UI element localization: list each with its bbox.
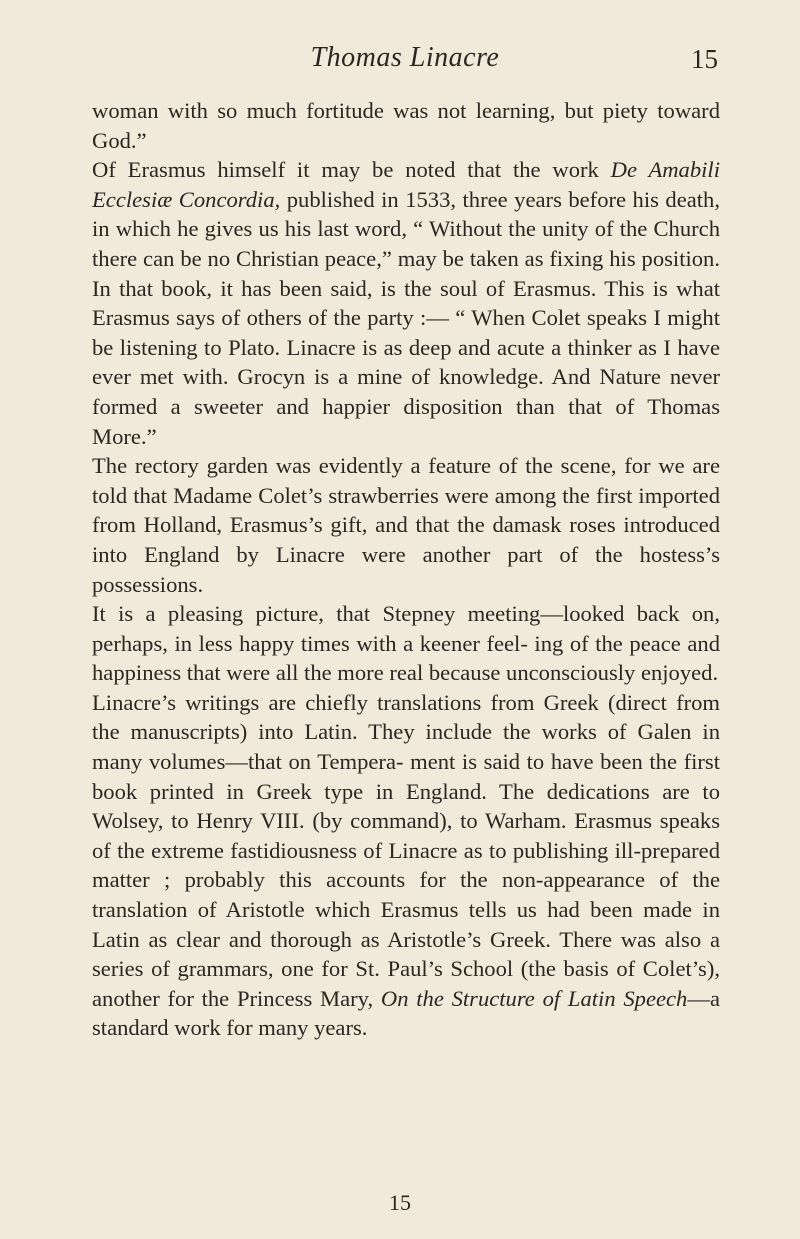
paragraph-5-lead: Linacre’s writings are chiefly translations from Greek (direct from the manuscripts) into Latin. They include the works of Galen in many volumes—that on Tempera- ment is said to have been the first book printed in Greek type in England. The dedications are to Wolsey, to Henry VIII. (by command), to Warham. Erasmus speaks of the extreme fastidiousness of Linacre as to publishing ill-prepared matter ; probably this accounts for the non-appearance of the translation of Aristotle which Erasmus tells us had been made in Latin as clear and thorough as Aristotle’s Greek. There was also a series of grammars, one for St. Paul’s School (the basis of Colet’s), another for the Princess Mary, <box>92 689 720 1011</box>
body-text <box>92 96 720 1043</box>
paragraph-5-rest: —a standard work for many years. <box>92 985 720 1041</box>
paragraph-1: woman with so much fortitude was not learning, but piety toward God.” <box>92 98 720 153</box>
paragraph-2-rest: published in 1533, three years before his death, in which he gives us his last word, “ Without the unity of the Church there can be no Christian peace,” may be taken as fixing his position. In that book, it has been said, is the soul of Erasmus. This is what Erasmus says of others of the party :— “ When Colet speaks I might be listening to Plato. Linacre is as deep and acute a thinker as I have ever met with. Grocyn is a mine of knowledge. And Nature never formed a sweeter and happier disposition than that of Thomas More.” <box>92 186 720 449</box>
paragraph-4: It is a pleasing picture, that Stepney meeting—looked back on, perhaps, in less happy times with a keener feel- ing of the peace and happiness that were all the more real because unconsciously enjoyed. <box>92 601 720 686</box>
paragraph-2 <box>92 155 720 451</box>
paragraph-3: The rectory garden was evidently a feature of the scene, for we are told that Madame Colet’s strawberries were among the first imported from Holland, Erasmus’s gift, and that the damask roses introduced into England by Linacre were another part of the hostess’s possessions. <box>92 453 720 597</box>
book-title-structure-of-latin-speech: On the Structure of Latin Speech <box>380 985 688 1011</box>
page-number-top: 15 <box>691 44 718 74</box>
running-title: Thomas Linacre <box>310 42 500 73</box>
paragraph-2-lead: Of Erasmus himself it may be noted that the work <box>92 157 611 183</box>
paragraph-5 <box>92 688 720 1043</box>
page-number-bottom: 15 <box>389 1190 411 1215</box>
book-title-de-amabili: De Amabili Ecclesiæ Concordia, <box>92 157 720 212</box>
running-head <box>92 42 718 82</box>
